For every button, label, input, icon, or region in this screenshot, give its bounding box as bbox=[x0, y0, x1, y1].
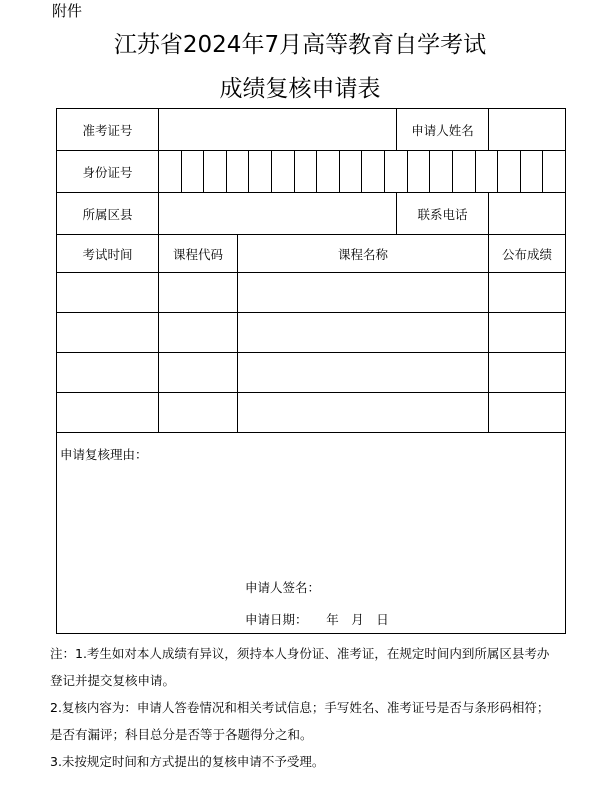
application-date-label: 申请日期： 年 月 日 bbox=[245, 612, 389, 627]
id-digit-box[interactable] bbox=[339, 151, 362, 192]
applicant-name-field[interactable] bbox=[489, 109, 566, 151]
exam-time-cell[interactable] bbox=[57, 393, 159, 433]
course-row bbox=[57, 353, 566, 393]
course-name-cell[interactable] bbox=[238, 393, 489, 433]
id-digit-box[interactable] bbox=[294, 151, 317, 192]
score-cell[interactable] bbox=[489, 313, 566, 353]
exam-time-cell[interactable] bbox=[57, 313, 159, 353]
review-reason-field[interactable] bbox=[57, 433, 566, 634]
col-header-course-name: 课程名称 bbox=[238, 235, 489, 273]
id-digit-boxes bbox=[159, 151, 565, 192]
col-header-published-score: 公布成绩 bbox=[489, 235, 566, 273]
exam-time-cell[interactable] bbox=[57, 353, 159, 393]
course-row bbox=[57, 393, 566, 433]
attachment-label: 附件 bbox=[52, 2, 83, 20]
county-label: 所属区县 bbox=[57, 193, 159, 235]
course-code-cell[interactable] bbox=[159, 353, 238, 393]
course-name-cell[interactable] bbox=[238, 273, 489, 313]
id-digit-box[interactable] bbox=[181, 151, 204, 192]
id-digit-box[interactable] bbox=[316, 151, 339, 192]
county-field[interactable] bbox=[159, 193, 397, 235]
course-code-cell[interactable] bbox=[159, 273, 238, 313]
id-digit-box[interactable] bbox=[407, 151, 430, 192]
phone-label: 联系电话 bbox=[397, 193, 489, 235]
id-digit-box[interactable] bbox=[159, 151, 181, 192]
id-digit-box[interactable] bbox=[497, 151, 520, 192]
id-no-label: 身份证号 bbox=[57, 151, 159, 193]
course-row bbox=[57, 313, 566, 353]
id-digit-box[interactable] bbox=[542, 151, 565, 192]
exam-no-label: 准考证号 bbox=[57, 109, 159, 151]
applicant-signature-label: 申请人签名： bbox=[245, 580, 321, 595]
score-cell[interactable] bbox=[489, 273, 566, 313]
review-reason-label: 申请复核理由： bbox=[60, 447, 148, 462]
col-header-course-code: 课程代码 bbox=[159, 235, 238, 273]
review-application-form bbox=[56, 108, 566, 634]
course-code-cell[interactable] bbox=[159, 313, 238, 353]
score-cell[interactable] bbox=[489, 353, 566, 393]
id-digit-box[interactable] bbox=[429, 151, 452, 192]
note-2: 2.复核内容为：申请人答卷情况和相关考试信息；手写姓名、准考证号是否与条形码相符；是否有漏评；科目总分是否等于各题得分之和。 bbox=[50, 700, 550, 742]
notes bbox=[50, 640, 560, 775]
course-code-cell[interactable] bbox=[159, 393, 238, 433]
id-digit-box[interactable] bbox=[452, 151, 475, 192]
page-subtitle: 成绩复核申请表 bbox=[219, 76, 381, 102]
id-digit-box[interactable] bbox=[271, 151, 294, 192]
id-digit-box[interactable] bbox=[203, 151, 226, 192]
course-name-cell[interactable] bbox=[238, 353, 489, 393]
exam-no-field[interactable] bbox=[159, 109, 397, 151]
phone-field[interactable] bbox=[489, 193, 566, 235]
id-digit-box[interactable] bbox=[384, 151, 407, 192]
course-name-cell[interactable] bbox=[238, 313, 489, 353]
exam-time-cell[interactable] bbox=[57, 273, 159, 313]
id-digit-box[interactable] bbox=[520, 151, 543, 192]
id-digit-box[interactable] bbox=[248, 151, 271, 192]
id-digit-box[interactable] bbox=[361, 151, 384, 192]
applicant-name-label: 申请人姓名 bbox=[397, 109, 489, 151]
id-no-field[interactable] bbox=[159, 151, 566, 193]
note-1: 注：1.考生如对本人成绩有异议，须持本人身份证、准考证，在规定时间内到所属区县考办登记并提交复核申请。 bbox=[50, 646, 550, 688]
page-title: 江苏省2024年7月高等教育自学考试 bbox=[113, 32, 487, 58]
course-row bbox=[57, 273, 566, 313]
id-digit-box[interactable] bbox=[226, 151, 249, 192]
score-cell[interactable] bbox=[489, 393, 566, 433]
note-3: 3.未按规定时间和方式提出的复核申请不予受理。 bbox=[50, 754, 325, 769]
col-header-exam-time: 考试时间 bbox=[57, 235, 159, 273]
id-digit-box[interactable] bbox=[475, 151, 498, 192]
